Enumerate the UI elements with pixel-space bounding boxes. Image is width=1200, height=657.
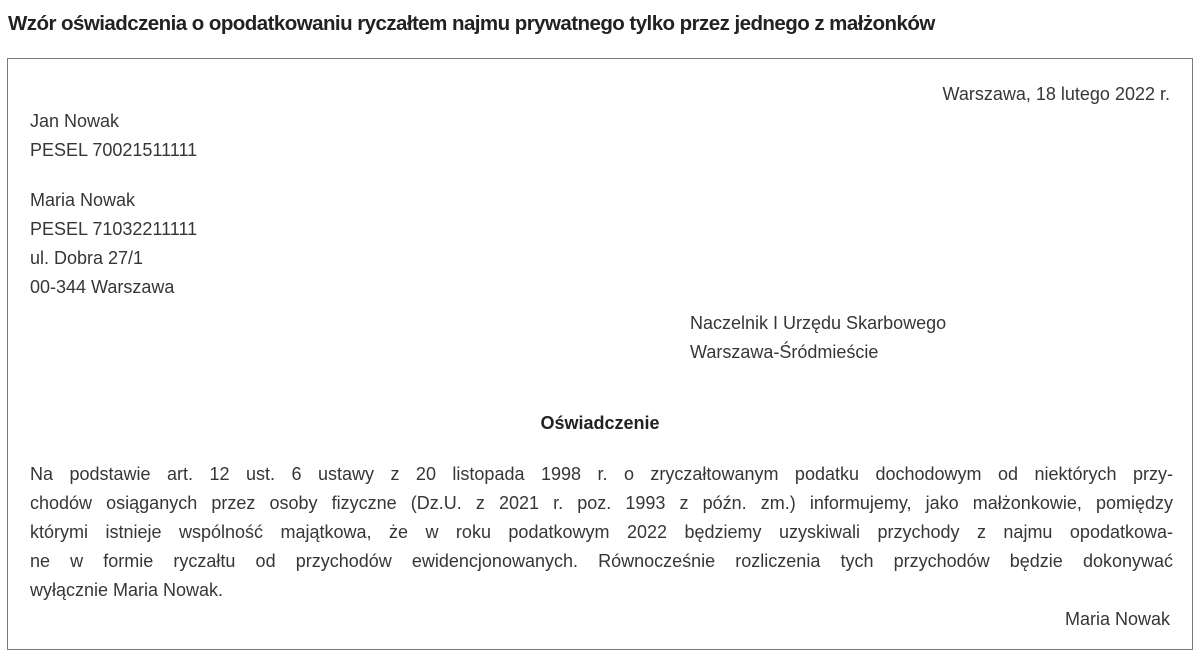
spouse-2-block [30, 186, 197, 302]
statement-body [30, 460, 1173, 605]
document-frame [7, 58, 1193, 650]
spouse-2-pesel: PESEL 71032211111 [30, 219, 198, 239]
body-line: Na podstawie art. 12 ust. 6 ustawy z 20 listopada 1998 r. o zryczałtowanym podatku dochodowym od niektórych przy- [30, 464, 1173, 484]
body-line: którymi istnieje wspólność majątkowa, że w roku podatkowym 2022 będziemy uzyskiwali przychody z najmu opodatkowa- [30, 522, 1173, 542]
place-date: Warszawa, 18 lutego 2022 r. [942, 84, 1170, 104]
body-line: chodów osiąganych przez osoby fizyczne (Dz.U. z 2021 r. poz. 1993 z późn. zm.) informujemy, jako małżonkowie, pomiędzy [30, 493, 1173, 513]
recipient-block [690, 309, 946, 367]
body-line: ne w formie ryczałtu od przychodów ewidencjonowanych. Równocześnie rozliczenia tych przychodów będzie dokonywać [30, 551, 1173, 571]
spouse-1-block [30, 107, 197, 165]
signature: Maria Nowak [1064, 609, 1170, 629]
spouse-2-name: Maria Nowak [30, 190, 136, 210]
spouse-1-name: Jan Nowak [30, 111, 120, 131]
body-line: wyłącznie Maria Nowak. [30, 580, 224, 600]
page-title: Wzór oświadczenia o opodatkowaniu ryczałtem najmu prywatnego tylko przez jednego z małżonków [8, 12, 935, 35]
statement-heading: Oświadczenie [540, 413, 660, 433]
spouse-1-pesel: PESEL 70021511111 [30, 140, 198, 160]
recipient-line-2: Warszawa-Śródmieście [690, 342, 879, 362]
recipient-line-1: Naczelnik I Urzędu Skarbowego [690, 313, 947, 333]
spouse-2-street: ul. Dobra 27/1 [30, 248, 144, 268]
spouse-2-city: 00-344 Warszawa [30, 277, 175, 297]
